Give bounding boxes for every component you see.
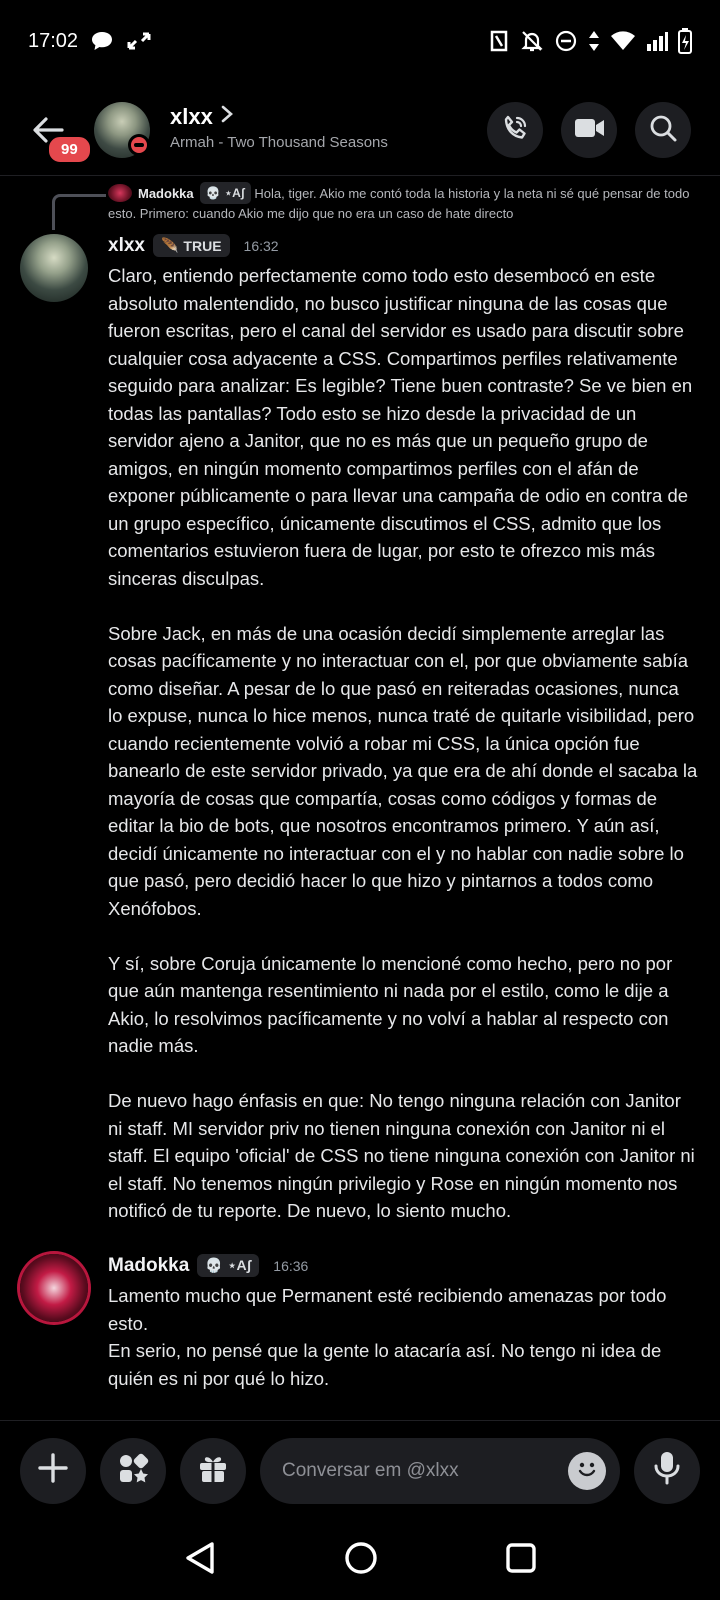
nav-back-icon[interactable] xyxy=(183,1540,217,1581)
smiley-icon xyxy=(572,1453,602,1488)
server-tag[interactable] xyxy=(197,1254,259,1277)
message-paragraph: Sobre Jack, en más de una ocasión decidí simplemente arreglar las cosas pacíficamente y no interactuar con el, por que obviamente sabía como diseñar. A pesar de lo que pasó en reiteradas ocasiones, nunca lo expuse, nunca lo hice menos, nunca traté de quitarle visibilidad, pero cuando recientemente volvió a robar mi CSS, la única opción fue banearlo de este servidor privado, ya que era de ahí donde el sacaba la mayoría de cosas que compartía, cosas como códigos y formas de editar la bio de bots, que nosotros encontramos primero. Y aún así, decidí únicamente no interactuar con el y no hablar con nadie sobre lo que pasó, pero decidió hacer lo que hizo y pintarnos a todos como Xenófobos. xyxy=(108,622,698,919)
status-time: 17:02 xyxy=(28,29,79,52)
message-header xyxy=(108,234,279,257)
microphone-icon xyxy=(651,1450,683,1491)
custom-status: Armah - Two Thousand Seasons xyxy=(170,134,388,151)
message-input-wrapper[interactable] xyxy=(260,1438,620,1504)
message-list[interactable] xyxy=(0,176,720,1420)
video-call-button[interactable] xyxy=(561,102,617,158)
unread-badge: 99 xyxy=(46,134,93,165)
add-attachment-button[interactable] xyxy=(20,1438,86,1504)
server-tag-label: ⋆Aʃ xyxy=(227,1257,252,1273)
message-header xyxy=(108,1254,308,1277)
message-paragraph: Claro, entiendo perfectamente como todo esto desembocó en este absoluto malentendido, no busco justificar ninguna de las cosas que fueron escritas, pero el canal del servidor es usado para discutir sobre cualquier cosa adyacente a CSS. Compartimos perfiles relativamente seguido para analizar: Es legible? Tiene buen contraste? Se ve bien en todas las pantallas? Todo esto se hizo desde la privacidad de un servidor ajeno a Janitor, que no es más que un pequeño grupo de amigos, en ningún momento compartimos perfiles con el afán de exponer públicamente o para llevar una campaña de odio en contra de un grupo específico, únicamente discutimos el CSS, admito que los comentarios estuvieron fuera de lugar, por esto te ofrezco mis más sinceras disculpas. xyxy=(108,265,693,589)
message-line: Lamento mucho que Permanent esté recibiendo amenazas por todo esto. xyxy=(108,1285,667,1334)
reply-preview[interactable] xyxy=(108,182,708,224)
avatar[interactable] xyxy=(20,234,88,302)
message-content xyxy=(108,1282,698,1392)
status-bar xyxy=(0,0,720,82)
message-author[interactable]: xlxx xyxy=(108,234,145,256)
skull-icon: 💀 xyxy=(205,1257,223,1273)
message-input[interactable] xyxy=(282,1460,568,1482)
skull-icon: 💀 xyxy=(205,186,221,200)
dnd-icon xyxy=(554,29,578,53)
expand-arrows-icon xyxy=(126,31,152,51)
composer-bar xyxy=(0,1420,720,1520)
channel-name-text: xlxx xyxy=(170,104,213,129)
message-paragraph: De nuevo hago énfasis en que: No tengo ninguna relación con Janitor ni staff. MI servidor priv no tienen ninguna conexión con Janitor ni el staff. El equipo 'oficial' de CSS no tiene ninguna conexión con Janitor ni el staff. No tenemos ningún privilegio y Rose en ningún momento nos notificó de tu reporte. De nuevo, lo siento mucho. xyxy=(108,1090,695,1221)
voice-message-button[interactable] xyxy=(634,1438,700,1504)
gift-button[interactable] xyxy=(180,1438,246,1504)
battery-charging-icon xyxy=(678,28,692,54)
plus-icon xyxy=(36,1451,70,1490)
status-dnd-indicator xyxy=(128,134,150,156)
reply-author[interactable]: Madokka xyxy=(138,186,194,201)
voice-call-button[interactable] xyxy=(487,102,543,158)
server-tag-label: TRUE xyxy=(183,237,222,254)
phone-icon xyxy=(500,113,530,148)
channel-name[interactable] xyxy=(170,104,235,130)
reply-text: Hola, tiger. Akio me contó toda la historia y la neta ni sé qué pensar de todo esto. Primero: cuando Akio me dijo que no era un caso de hate directo xyxy=(108,186,690,221)
gift-icon xyxy=(196,1451,230,1490)
message-author[interactable]: Madokka xyxy=(108,1254,190,1276)
message-timestamp: 16:36 xyxy=(273,1257,309,1274)
nav-home-icon[interactable] xyxy=(344,1541,378,1580)
message-timestamp: 16:32 xyxy=(243,237,279,254)
server-tag[interactable] xyxy=(153,234,230,257)
data-arrows-icon xyxy=(588,29,600,53)
feather-icon: 🪶 xyxy=(160,237,179,253)
chevron-right-icon xyxy=(219,104,235,130)
chat-bubble-icon xyxy=(90,30,114,52)
reply-avatar xyxy=(108,184,132,202)
nav-recents-icon[interactable] xyxy=(505,1542,537,1579)
apps-icon xyxy=(116,1451,150,1490)
search-button[interactable] xyxy=(635,102,691,158)
wifi-icon xyxy=(610,30,636,52)
reply-tag-label: ⋆Aʃ xyxy=(224,186,245,200)
message-paragraph: Y sí, sobre Coruja únicamente lo mencioné como hecho, pero no por que aún mantenga resentimiento ni nada por el estilo, como le dije a Akio, lo resolvimos pacíficamente y no volví a hablar al respecto con nadie más. xyxy=(108,952,673,1056)
message-line: En serio, no pensé que la gente lo atacaría así. No tengo ni idea de quién es ni por qué lo hizo. xyxy=(108,1340,662,1389)
reply-connector xyxy=(52,194,106,230)
nfc-icon xyxy=(488,29,510,53)
avatar[interactable] xyxy=(20,1254,88,1322)
search-icon xyxy=(648,113,678,148)
video-camera-icon xyxy=(573,115,605,146)
bell-off-icon xyxy=(520,29,544,53)
chat-header xyxy=(0,82,720,176)
emoji-button[interactable] xyxy=(568,1452,606,1490)
reply-server-tag[interactable] xyxy=(200,182,251,204)
message-content xyxy=(108,262,698,1225)
signal-icon xyxy=(646,30,668,52)
apps-button[interactable] xyxy=(100,1438,166,1504)
system-nav-bar xyxy=(0,1520,720,1600)
